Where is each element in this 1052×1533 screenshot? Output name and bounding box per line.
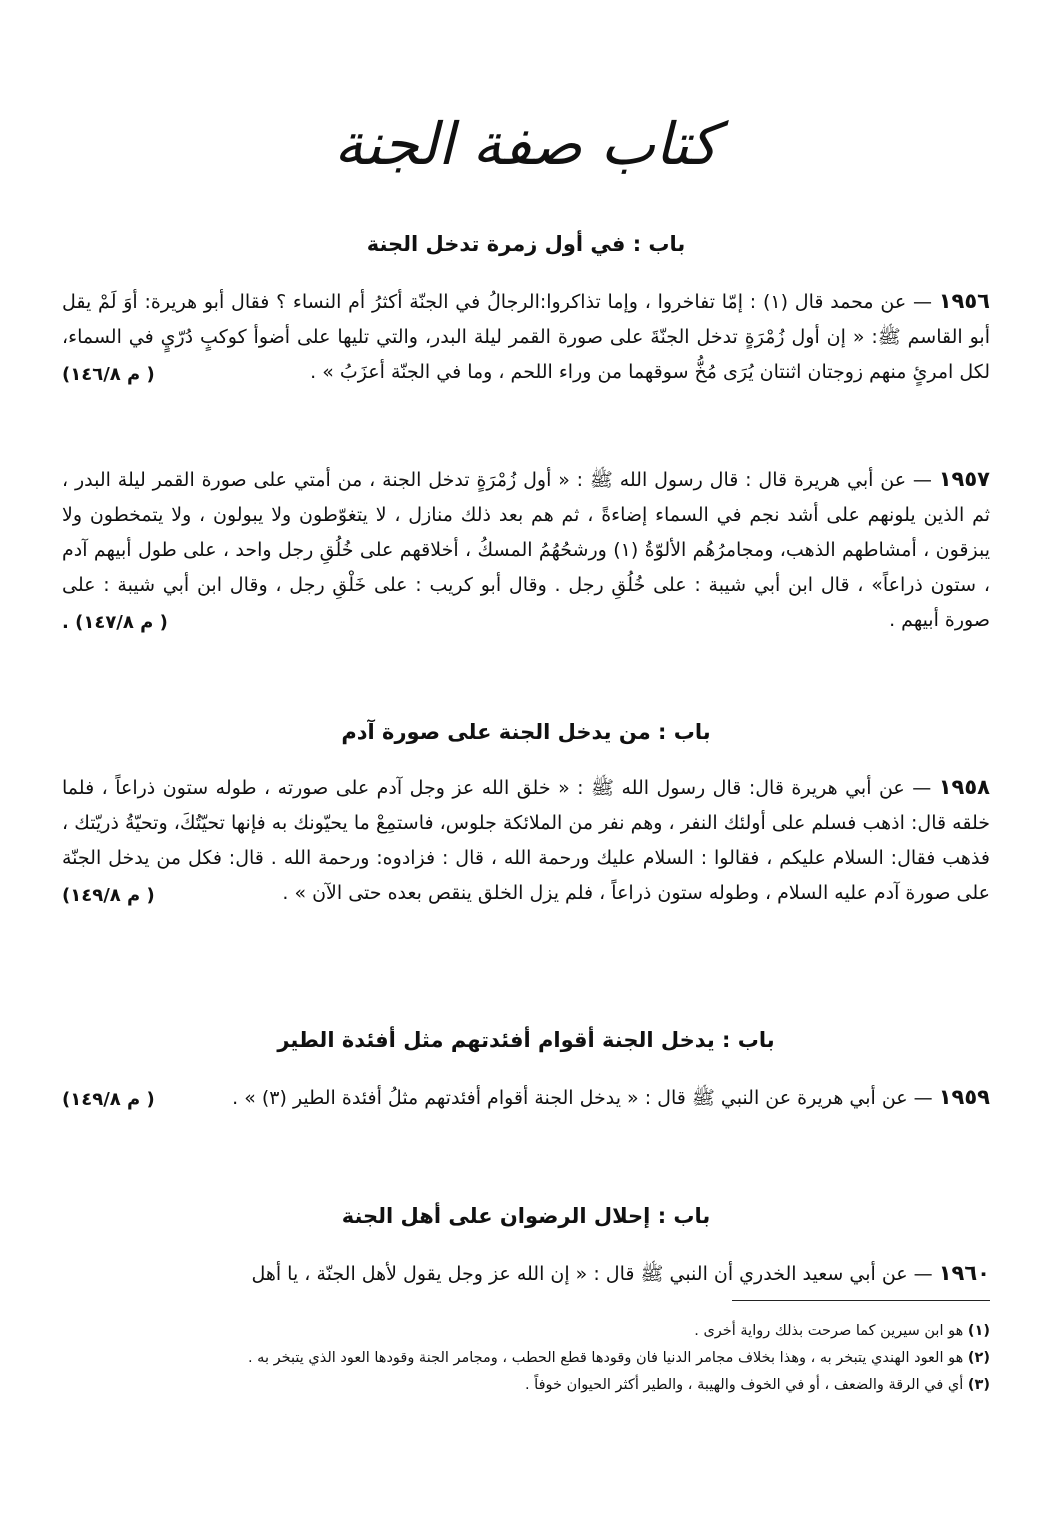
hadith-paragraph	[62, 462, 990, 640]
chapter-heading: باب : إحلال الرضوان على أهل الجنة	[341, 1204, 711, 1228]
hadith-paragraph	[62, 1080, 990, 1117]
hadith-paragraph	[62, 770, 990, 913]
book-title: كتاب صفة الجنة	[334, 110, 718, 178]
hadith-number: ١٩٦٠	[938, 1261, 990, 1285]
footnote-number: (٢)	[967, 1350, 990, 1366]
hadith-number: ١٩٥٦	[938, 289, 990, 313]
hadith-paragraph	[62, 284, 990, 392]
chapter-heading: باب : في أول زمرة تدخل الجنة	[366, 232, 686, 256]
footnote-number: (٣)	[967, 1377, 990, 1393]
source-reference: ( م ١٤٧/٨) .	[62, 612, 168, 633]
hadith-number: ١٩٥٧	[938, 467, 990, 491]
footnote-text: هو العود الهندي يتبخر به ، وهذا بخلاف مجامر الدنيا فان وقودها قطع الحطب ، ومجامر الجنة وقودها العود الذي يتبخر به .	[247, 1350, 964, 1366]
footnote	[62, 1318, 990, 1345]
chapter-heading: باب : من يدخل الجنة على صورة آدم	[341, 720, 711, 744]
footnotes	[62, 1318, 990, 1399]
hadith-text: — عن أبي هريرة عن النبي ﷺ قال : « يدخل الجنة أقوام أفئدتهم مثلُ أفئدة الطير (٣) » .	[232, 1087, 933, 1109]
hadith-number: ١٩٥٩	[938, 1085, 990, 1109]
hadith-text: — عن أبي هريرة قال: قال رسول الله ﷺ : « خلق الله عز وجل آدم على صورته ، طوله ستون ذراعاً ، فلما خلقه قال: اذهب فسلم على أولئك النفر ، وهم نفر من الملائكة جلوس، فاستمِعْ ما يحيّونك به فإنها تحيّتُكَ، وتحيّةُ ذريّتك ، فذهب فقال: السلام عليكم ، فقالوا : السلام عليك ورحمة الله ، قال : فزادوه: ورحمة الله . قال: فكل من يدخل الجنّة على صورة آدم عليه السلام ، وطوله ستون ذراعاً ، فلم يزل الخلق ينقص بعده حتى الآن » .	[62, 777, 990, 904]
hadith-text: — عن أبي هريرة قال : قال رسول الله ﷺ : « أول زُمْرَةٍ تدخل الجنة ، من أمتي على صورة القمر ليلة البدر ، ثم الذين يلونهم على أشد نجم في السماء إضاءةً ، ثم هم بعد ذلك منازل ، لا يتغوّطون ولا يبولون ، ولا يتمخطون ولا يبزقون ، أمشاطهم الذهب، ومجامرُهُم الألوّةُ (١) ورشحُهُمُ المسكُ ، أخلاقهم على خُلُقِ رجل واحد ، على طول أبيهم آدم ، ستون ذراعاً» ، قال ابن أبي شيبة : على خُلُقِ رجل . وقال أبو كريب : على خَلْقِ رجل ، وقال ابن أبي شيبة : على صورة أبيهم .	[62, 469, 990, 631]
hadith-number: ١٩٥٨	[938, 775, 990, 799]
footnote-divider	[732, 1300, 990, 1301]
hadith-text: — عن أبي سعيد الخدري أن النبي ﷺ قال : « إن الله عز وجل يقول لأهل الجنّة ، يا أهل	[251, 1263, 933, 1285]
hadith-text: — عن محمد قال (١) : إمّا تفاخروا ، وإما تذاكروا:الرجالُ في الجنّة أكثرُ أم النساء ؟ فقال أبو هريرة: أوَ لَمْ يقل أبو القاسم ﷺ: « إن أول زُمْرَةٍ تدخل الجنّةَ على صورة القمر ليلة البدر، والتي تليها على أضوأ كوكبٍ دُرّيٍ في السماء، لكل امرئٍ منهم زوجتان اثنتان يُرَى مُخُّ سوقهما من وراء اللحم ، وما في الجنّة أعزَبُ » .	[62, 291, 990, 383]
footnote-text: أي في الرقة والضعف ، أو في الخوف والهيبة ، والطير أكثر الحيوان خوفاً .	[524, 1377, 964, 1393]
footnote	[62, 1372, 990, 1399]
chapter-heading: باب : يدخل الجنة أقوام أفئدتهم مثل أفئدة الطير	[277, 1028, 775, 1052]
footnote-number: (١)	[967, 1323, 990, 1339]
hadith-paragraph	[62, 1256, 990, 1292]
source-reference: ( م ١٤٦/٨)	[62, 364, 155, 385]
footnote-text: هو ابن سيرين كما صرحت بذلك رواية أخرى .	[694, 1323, 964, 1339]
source-reference: ( م ١٤٩/٨)	[62, 885, 155, 906]
source-reference: ( م ١٤٩/٨)	[62, 1089, 155, 1110]
footnote	[62, 1345, 990, 1372]
